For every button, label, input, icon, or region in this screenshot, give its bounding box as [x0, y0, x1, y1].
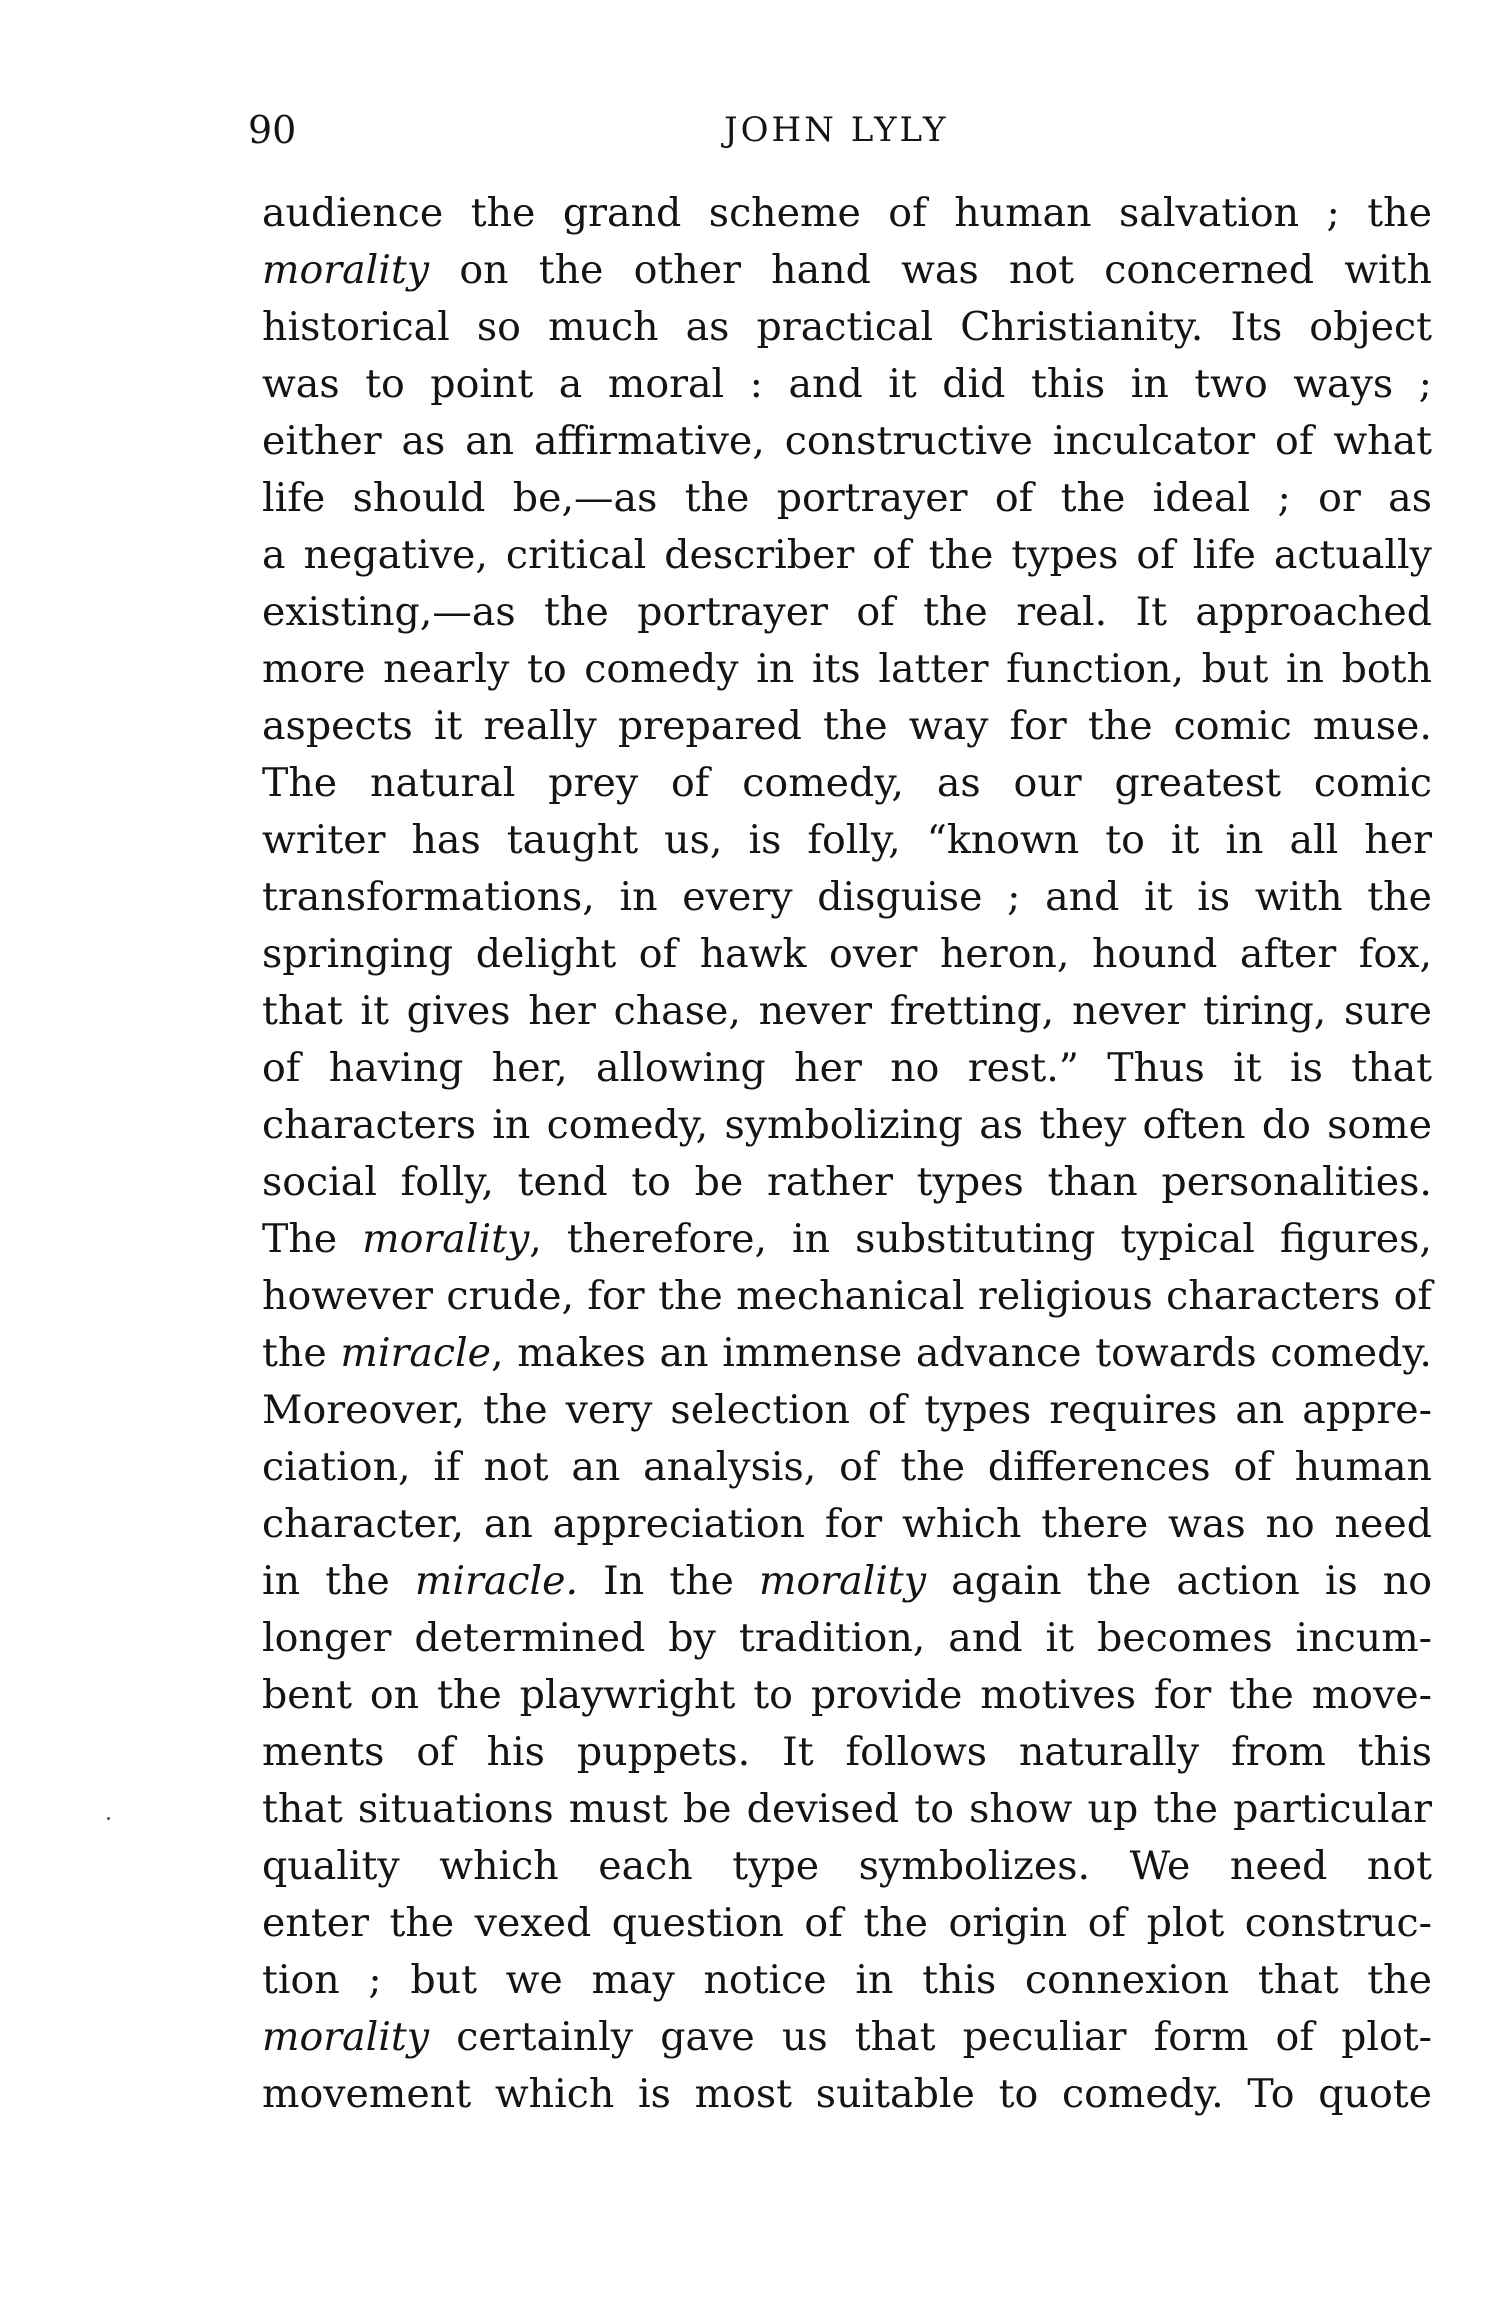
italic-text: morality [262, 2014, 430, 2060]
text-segment: bent on the playwright to provide motives for the move- [262, 1672, 1432, 1718]
text-line [262, 1610, 1432, 1667]
text-segment: , therefore, in substituting typical figures, [529, 1216, 1432, 1262]
text-line [262, 413, 1432, 470]
italic-text: morality [262, 247, 430, 293]
text-line [262, 470, 1432, 527]
text-line [262, 185, 1432, 242]
text-segment: characters in comedy, symbolizing as they often do some [262, 1102, 1432, 1148]
text-segment: social folly, tend to be rather types than personalities. [262, 1159, 1432, 1205]
text-line [262, 1952, 1432, 2009]
text-segment: was to point a moral : and it did this in two ways ; [262, 361, 1432, 407]
text-segment: aspects it really prepared the way for the comic muse. [262, 703, 1432, 749]
text-segment: existing,—as the portrayer of the real. It approached [262, 589, 1432, 635]
page-number: 90 [248, 108, 297, 152]
text-line [262, 299, 1432, 356]
text-segment: more nearly to comedy in its latter function, but in both [262, 646, 1432, 692]
body-text [262, 185, 1432, 2123]
text-line [262, 1097, 1432, 1154]
text-line [262, 926, 1432, 983]
text-line [262, 869, 1432, 926]
italic-text: miracle [340, 1330, 492, 1376]
text-segment: either as an affirmative, constructive inculcator of what [262, 418, 1432, 464]
text-segment: movement which is most suitable to comedy. To quote [262, 2071, 1432, 2117]
text-line [262, 2009, 1432, 2066]
text-line [262, 1154, 1432, 1211]
text-line [262, 2066, 1432, 2123]
text-line [262, 584, 1432, 641]
text-line [262, 1211, 1432, 1268]
text-segment: again the action is no [926, 1558, 1433, 1604]
text-segment: that it gives her chase, never fretting, never tiring, sure [262, 988, 1432, 1034]
text-segment: The [262, 1216, 363, 1262]
text-line [262, 1895, 1432, 1952]
page-header [0, 100, 1507, 160]
text-segment: quality which each type symbolizes. We need not [262, 1843, 1432, 1889]
text-segment: life should be,—as the portrayer of the ideal ; or as [262, 475, 1432, 521]
text-segment: a negative, critical describer of the types of life actually [262, 532, 1432, 578]
text-line [262, 1553, 1432, 1610]
text-segment: certainly gave us that peculiar form of plot- [429, 2014, 1432, 2060]
italic-text: morality [362, 1216, 530, 1262]
text-segment: springing delight of hawk over heron, hound after fox, [262, 931, 1432, 977]
text-segment: In the [578, 1558, 759, 1604]
text-line [262, 356, 1432, 413]
text-segment: ments of his puppets. It follows naturally from this [262, 1729, 1432, 1775]
print-speck [107, 1817, 110, 1820]
running-title: JOHN LYLY [724, 110, 949, 150]
text-line [262, 1496, 1432, 1553]
text-segment: on the other hand was not concerned with [429, 247, 1432, 293]
text-segment: ciation, if not an analysis, of the differences of human [262, 1444, 1432, 1490]
text-segment: character, an appreciation for which there was no need [262, 1501, 1432, 1547]
italic-text: morality [758, 1558, 927, 1604]
text-line [262, 1439, 1432, 1496]
text-line [262, 527, 1432, 584]
text-line [262, 1667, 1432, 1724]
text-segment: the [262, 1330, 341, 1376]
text-line [262, 1040, 1432, 1097]
text-segment: however crude, for the mechanical religious characters of [262, 1273, 1432, 1319]
text-line [262, 983, 1432, 1040]
text-segment: tion ; but we may notice in this connexion that the [262, 1957, 1432, 2003]
text-segment: The natural prey of comedy, as our greatest comic [262, 760, 1432, 806]
text-segment: longer determined by tradition, and it becomes incum- [262, 1615, 1432, 1661]
text-segment: writer has taught us, is folly, “known to it in all her [262, 817, 1432, 863]
text-segment: transformations, in every disguise ; and it is with the [262, 874, 1432, 920]
italic-text: miracle. [414, 1558, 579, 1604]
text-segment: , makes an immense advance towards comedy. [491, 1330, 1432, 1376]
text-line [262, 1838, 1432, 1895]
text-line [262, 698, 1432, 755]
text-segment: in the [262, 1558, 415, 1604]
text-segment: of having her, allowing her no rest.” Thus it is that [262, 1045, 1432, 1091]
text-line [262, 1781, 1432, 1838]
text-line [262, 1382, 1432, 1439]
text-line [262, 641, 1432, 698]
text-line [262, 812, 1432, 869]
text-segment: historical so much as practical Christianity. Its object [262, 304, 1432, 350]
text-segment: enter the vexed question of the origin of plot construc- [262, 1900, 1432, 1946]
text-line [262, 755, 1432, 812]
text-segment: that situations must be devised to show up the particular [262, 1786, 1432, 1832]
text-segment: Moreover, the very selection of types requires an appre- [262, 1387, 1432, 1433]
text-line [262, 1268, 1432, 1325]
text-line [262, 242, 1432, 299]
text-segment: audience the grand scheme of human salvation ; the [262, 190, 1432, 236]
text-line [262, 1325, 1432, 1382]
text-line [262, 1724, 1432, 1781]
